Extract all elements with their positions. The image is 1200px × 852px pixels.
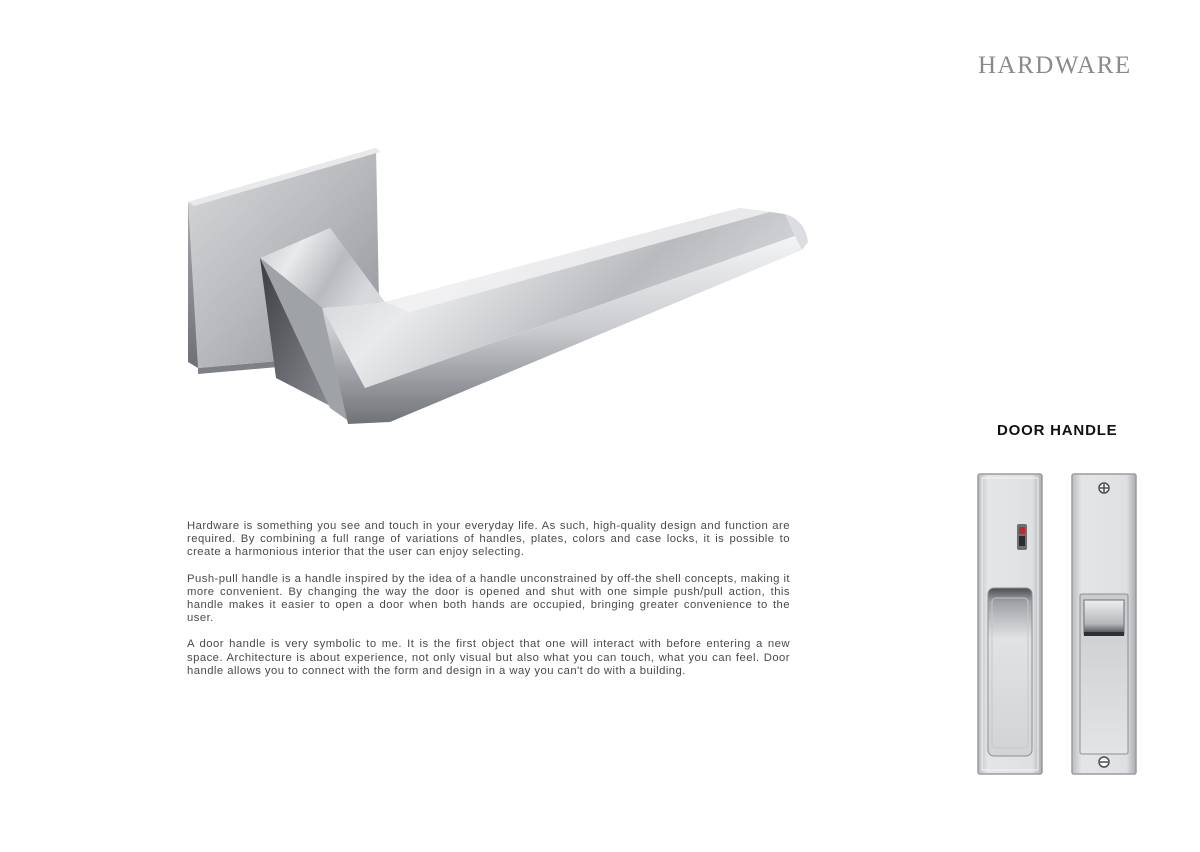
flush-pull-handle-with-indicator-image xyxy=(976,472,1044,776)
paragraph-1: Hardware is something you see and touch in your everyday life. As such, high-quality design and function are required. By combining a full range of variations of handles, plates, colors and case locks, it is possible to create a harmonious interior that the user can enjoy selecting. xyxy=(187,520,790,559)
section-heading: DOOR HANDLE xyxy=(997,422,1118,439)
body-text xyxy=(187,520,790,691)
lever-door-handle-image xyxy=(180,140,820,440)
paragraph-2: Push-pull handle is a handle inspired by the idea of a handle unconstrained by off-the shell concepts, making it more convenient. By changing the way the door is opened and shut with one simple push/pull action, this handle makes it easier to open a door when both hands are occupied, bringing greater convenience to the user. xyxy=(187,572,790,625)
page-title: HARDWARE xyxy=(978,52,1132,79)
paragraph-3: A door handle is very symbolic to me. It is the first object that one will interact with before entering a new space. Architecture is about experience, not only visual but also what you can touch, what you can feel. Door handle allows you to connect with the form and design in a way you can't do with a building. xyxy=(187,638,790,677)
flush-pull-handle-with-screws-image xyxy=(1070,472,1138,776)
